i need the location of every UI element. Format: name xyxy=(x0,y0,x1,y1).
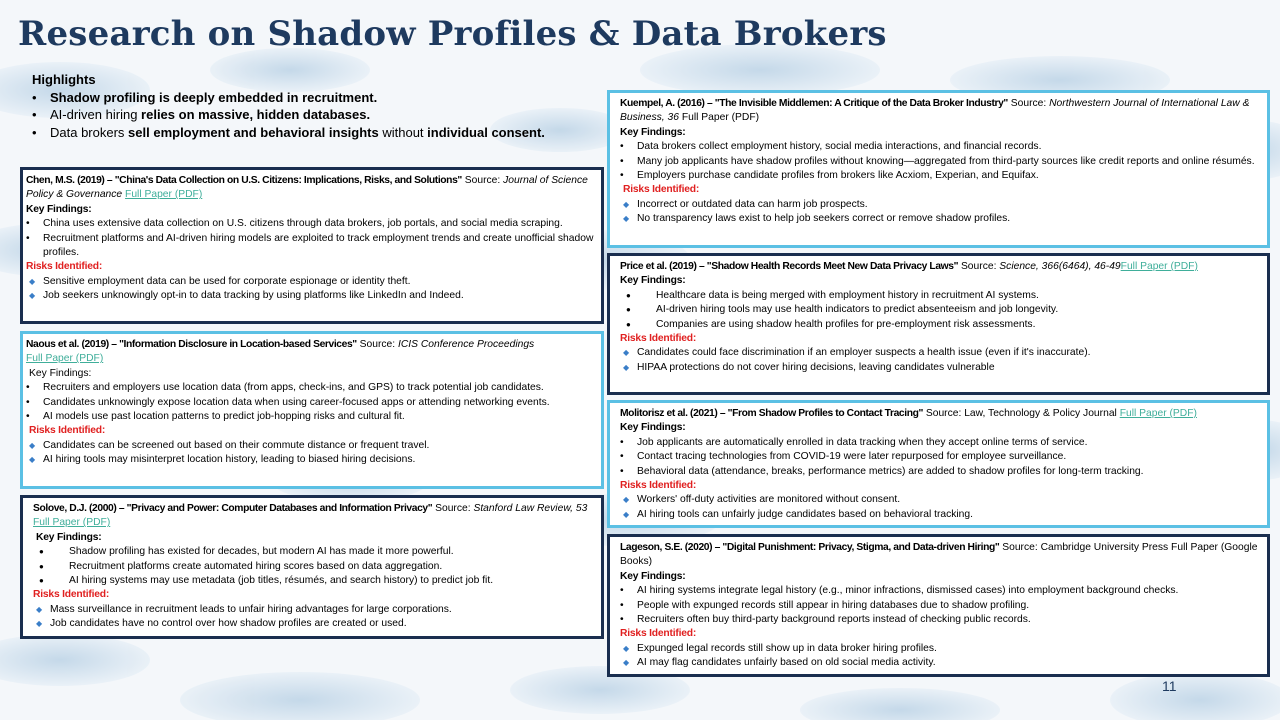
list-item: ● Companies are using shadow health profiles for pre-employment risk assessments. xyxy=(620,318,1263,332)
paper-card-chen xyxy=(20,167,604,324)
list-item: ◆ Job candidates have no control over how shadow profiles are created or used. xyxy=(33,617,597,631)
list-item: ● Shadow profiling has existed for decades, but modern AI has made it more powerful. xyxy=(33,545,597,559)
risks-list xyxy=(33,603,597,632)
risks-label: Risks Identified: xyxy=(29,425,106,437)
risks-list xyxy=(620,198,1263,227)
list-item: • Recruiters often buy third-party background reports instead of checking public records. xyxy=(620,613,1263,627)
list-item: ◆ Mass surveillance in recruitment leads to unfair hiring advantages for large corporations. xyxy=(33,603,597,617)
risks-list xyxy=(26,275,597,304)
paper-citation: Kuempel, A. (2016) – "The Invisible Middlemen: A Critique of the Data Broker Industry" Source: Northwestern Journal of International Law & Business, 36 Full Paper (PDF) xyxy=(620,98,1250,124)
highlight-item: • Data brokers sell employment and behavioral insights without individual consent. xyxy=(32,124,545,142)
paper-card-molitorisz xyxy=(607,400,1270,528)
key-findings-label: Key Findings: xyxy=(620,422,686,434)
risks-label: Risks Identified: xyxy=(26,261,103,273)
highlight-item: • Shadow profiling is deeply embedded in recruitment. xyxy=(32,89,545,107)
findings-list xyxy=(620,584,1263,627)
findings-list xyxy=(26,381,597,424)
list-item: ◆ Workers' off-duty activities are monitored without consent. xyxy=(620,493,1263,507)
list-item: ● AI hiring systems may use metadata (job titles, résumés, and search history) to predict job fit. xyxy=(33,574,597,588)
list-item: • Many job applicants have shadow profiles without knowing—aggregated from third-party sources like credit reports and online résumés. xyxy=(620,155,1263,169)
key-findings-label: Key Findings: xyxy=(620,570,686,582)
risks-label: Risks Identified: xyxy=(620,480,697,492)
risks-label: Risks Identified: xyxy=(33,589,110,601)
list-item: ◆ AI hiring tools can unfairly judge candidates based on behavioral tracking. xyxy=(620,508,1263,522)
list-item: ◆ Candidates can be screened out based on their commute distance or frequent travel. xyxy=(26,439,597,453)
key-findings-label: Key Findings: xyxy=(26,203,92,215)
list-item: ● Recruitment platforms create automated hiring scores based on data aggregation. xyxy=(33,560,597,574)
list-item: ● AI-driven hiring tools may use health indicators to predict absenteeism and job longevity. xyxy=(620,303,1263,317)
paper-citation: Solove, D.J. (2000) – "Privacy and Power: Computer Databases and Information Privacy" Source: Stanford Law Review, 53 Full Paper (PDF) xyxy=(33,503,588,529)
list-item: • China uses extensive data collection on U.S. citizens through data brokers, job portals, and social media scraping. xyxy=(26,217,597,231)
page-number: 11 xyxy=(1162,678,1177,694)
risks-label: Risks Identified: xyxy=(623,184,700,196)
list-item: • AI models use past location patterns to predict job-hopping risks and cultural fit. xyxy=(26,410,597,424)
list-item: ● Healthcare data is being merged with employment history in recruitment AI systems. xyxy=(620,289,1263,303)
list-item: ◆ Expunged legal records still show up in data broker hiring profiles. xyxy=(620,642,1263,656)
paper-citation: Naous et al. (2019) – "Information Disclosure in Location-based Services" Source: ICIS Conference Proceedings Full Paper (PDF) xyxy=(26,339,535,365)
list-item: • Behavioral data (attendance, breaks, performance metrics) are added to shadow profiles for long-term tracking. xyxy=(620,465,1263,479)
list-item: ◆ Job seekers unknowingly opt-in to data tracking by using platforms like LinkedIn and Indeed. xyxy=(26,289,597,303)
list-item: ◆ AI hiring tools may misinterpret location history, leading to biased hiring decisions. xyxy=(26,453,597,467)
highlight-item: • AI-driven hiring relies on massive, hidden databases. xyxy=(32,106,545,124)
findings-list xyxy=(620,140,1263,183)
highlights-section xyxy=(32,71,545,141)
paper-card-price xyxy=(607,253,1270,395)
list-item: ◆ AI may flag candidates unfairly based on old social media activity. xyxy=(620,656,1263,670)
paper-citation: Chen, M.S. (2019) – "China's Data Collection on U.S. Citizens: Implications, Risks, and Solutions" Source: Journal of Science Policy & Governance Full Paper (PDF) xyxy=(26,175,588,201)
list-item: • Recruitment platforms and AI-driven hiring models are exploited to track employment trends and create unofficial shadow profiles. xyxy=(26,232,597,261)
risks-label: Risks Identified: xyxy=(620,628,697,640)
findings-list xyxy=(620,289,1263,332)
list-item: ◆ Candidates could face discrimination if an employer suspects a health issue (even if it's inaccurate). xyxy=(620,346,1263,360)
risks-list xyxy=(620,493,1263,522)
paper-card-naous xyxy=(20,331,604,489)
full-paper-link[interactable]: Full Paper (PDF) xyxy=(125,189,203,201)
list-item: • AI hiring systems integrate legal history (e.g., minor infractions, dismissed cases) into employment background checks. xyxy=(620,584,1263,598)
risks-list xyxy=(620,346,1263,375)
risks-label: Risks Identified: xyxy=(620,333,697,345)
findings-list xyxy=(26,217,597,260)
paper-citation: Price et al. (2019) – "Shadow Health Records Meet New Data Privacy Laws" Source: Science, 366(6464), 46-49Full Paper (PDF) xyxy=(620,261,1198,272)
findings-list xyxy=(620,436,1263,479)
full-paper-link[interactable]: Full Paper (PDF) xyxy=(678,112,760,124)
full-paper-link[interactable]: Full Paper (PDF) xyxy=(26,353,104,365)
list-item: • Data brokers collect employment history, social media interactions, and financial records. xyxy=(620,140,1263,154)
paper-citation: Lageson, S.E. (2020) – "Digital Punishment: Privacy, Stigma, and Data-driven Hiring" Source: Cambridge University Press Full Paper (Google Books) xyxy=(620,542,1258,568)
paper-card-lageson xyxy=(607,534,1270,677)
list-item: • Candidates unknowingly expose location data when using career-focused apps or attending networking events. xyxy=(26,396,597,410)
paper-citation: Molitorisz et al. (2021) – "From Shadow Profiles to Contact Tracing" Source: Law, Technology & Policy Journal Full Paper (PDF) xyxy=(620,408,1197,419)
risks-list xyxy=(620,642,1263,671)
list-item: • Recruiters and employers use location data (from apps, check-ins, and GPS) to track potential job candidates. xyxy=(26,381,597,395)
findings-list xyxy=(33,545,597,588)
list-item: ◆ Sensitive employment data can be used for corporate espionage or identity theft. xyxy=(26,275,597,289)
full-paper-link[interactable]: Full Paper (PDF) xyxy=(1119,408,1197,419)
page-title: Research on Shadow Profiles & Data Brokers xyxy=(18,14,887,54)
paper-card-solove xyxy=(20,495,604,639)
list-item: ◆ HIPAA protections do not cover hiring decisions, leaving candidates vulnerable xyxy=(620,361,1263,375)
paper-card-kuempel xyxy=(607,90,1270,248)
list-item: • Contact tracing technologies from COVID-19 were later repurposed for employee surveillance. xyxy=(620,450,1263,464)
list-item: ◆ No transparency laws exist to help job seekers correct or remove shadow profiles. xyxy=(620,212,1263,226)
list-item: • People with expunged records still appear in hiring databases due to shadow profiling. xyxy=(620,599,1263,613)
key-findings-label: Key Findings: xyxy=(29,367,92,379)
key-findings-label: Key Findings: xyxy=(36,531,102,543)
full-paper-link[interactable]: Full Paper (PDF) xyxy=(1120,261,1198,272)
key-findings-label: Key Findings: xyxy=(620,275,686,287)
risks-list xyxy=(26,439,597,468)
list-item: ◆ Incorrect or outdated data can harm job prospects. xyxy=(620,198,1263,212)
highlights-heading: Highlights xyxy=(32,72,96,87)
full-paper-link[interactable]: Full Paper (PDF) xyxy=(33,517,111,529)
list-item: • Job applicants are automatically enrolled in data tracking when they accept online terms of service. xyxy=(620,436,1263,450)
key-findings-label: Key Findings: xyxy=(620,126,686,138)
list-item: • Employers purchase candidate profiles from brokers like Acxiom, Experian, and Equifax. xyxy=(620,169,1263,183)
